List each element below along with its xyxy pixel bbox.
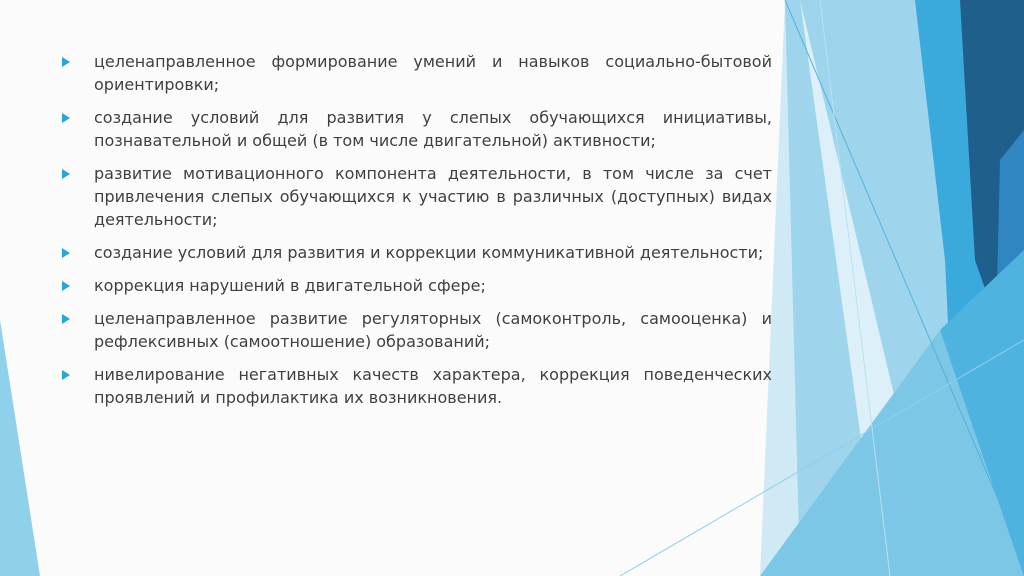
triangle-bullet-icon xyxy=(62,370,70,380)
list-item xyxy=(60,274,772,297)
list-item xyxy=(60,363,772,409)
bullet-text: коррекция нарушений в двигательной сфере; xyxy=(94,276,486,295)
bullet-text: создание условий для развития и коррекции коммуникативной деятельности; xyxy=(94,243,764,262)
list-item xyxy=(60,241,772,264)
triangle-bullet-icon xyxy=(62,169,70,179)
bullet-text: целенаправленное формирование умений и навыков социально-бытовой ориентировки; xyxy=(94,52,772,94)
bullet-text: развитие мотивационного компонента деятельности, в том числе за счет привлечения слепых обучающихся к участию в различных (доступных) видах деятельности; xyxy=(94,164,772,229)
left-edge-shape xyxy=(0,320,40,576)
list-item xyxy=(60,50,772,96)
triangle-bullet-icon xyxy=(62,57,70,67)
slide-content xyxy=(60,50,772,419)
triangle-bullet-icon xyxy=(62,314,70,324)
list-item xyxy=(60,162,772,231)
list-item xyxy=(60,106,772,152)
list-item xyxy=(60,307,772,353)
triangle-bullet-icon xyxy=(62,248,70,258)
bullet-text: целенаправленное развитие регуляторных (самоконтроль, самооценка) и рефлексивных (самоотношение) образований; xyxy=(94,309,772,351)
triangle-bullet-icon xyxy=(62,281,70,291)
bullet-text: создание условий для развития у слепых обучающихся инициативы, познавательной и общей (в том числе двигательной) активности; xyxy=(94,108,772,150)
triangle-bullet-icon xyxy=(62,113,70,123)
bullet-text: нивелирование негативных качеств характера, коррекция поведенческих проявлений и профилактика их возникновения. xyxy=(94,365,772,407)
bullet-list xyxy=(60,50,772,409)
